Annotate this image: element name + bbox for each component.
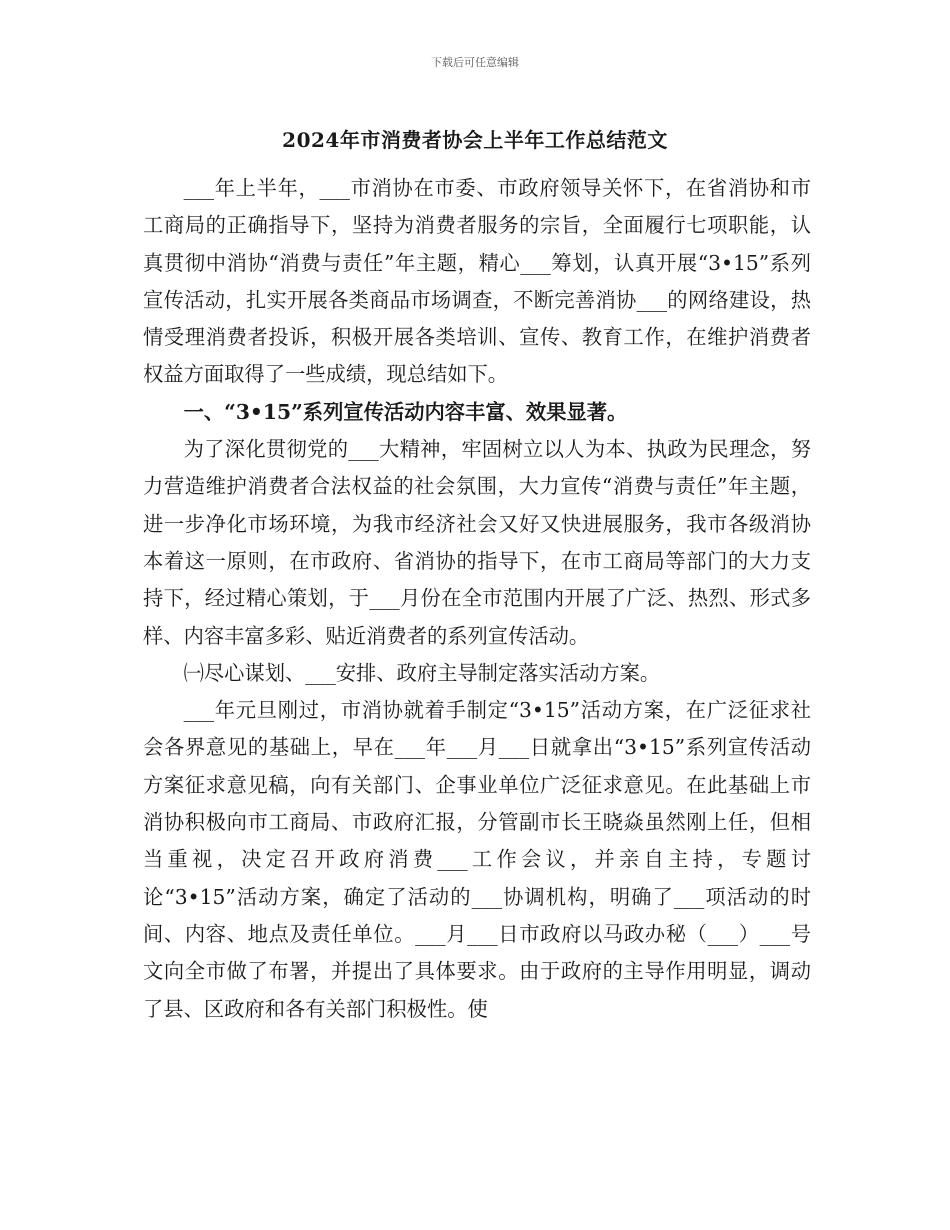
paragraph-intro: ___年上半年，___市消协在市委、市政府领导关怀下，在省消协和市工商局的正确指导下，坚持为消费者服务的宗旨，全面履行七项职能，认真贯彻中消协“消费与责任”年主题，精心___筹划，认真开展“3•15”系列宣传活动，扎实开展各类商品市场调查，不断完善消协___的网络建设，热情受理消费者投诉，积极开展各类培训、宣传、教育工作，在维护消费者权益方面取得了一些成绩，现总结如下。 [143,176,811,387]
document-title: 2024年市消费者协会上半年工作总结范文 [282,128,668,152]
subheading-1: ㈠尽心谋划、___安排、政府主导制定落实活动方案。 [183,660,661,685]
paragraph-section-1: 为了深化贯彻党的___大精神，牢固树立以人为本、执政为民理念，努力营造维护消费者合法权益的社会氛围，大力宣传“消费与责任”年主题，进一步净化市场环境，为我市经济社会又好又快进展服务，我市各级消协本着这一原则，在市政府、省消协的指导下，在市工商局等部门的大力支持下，经过精心策划，于___月份在全市范围内开展了广泛、热烈、形式多样、内容丰富多彩、贴近消费者的系列宣传活动。 [143,437,811,648]
document-body [143,170,811,1028]
section-heading-1: 一、“3•15”系列宣传活动内容丰富、效果显著。 [183,399,628,424]
header-note: 下载后可任意编辑 [431,56,519,69]
paragraph-subsection-1: ___年元旦刚过，市消协就着手制定“3•15”活动方案，在广泛征求社会各界意见的基础上，早在___年___月___日就拿出“3•15”系列宣传活动方案征求意见稿，向有关部门、企事业单位广泛征求意见。在此基础上市消协积极向市工商局、市政府汇报，分管副市长王晓焱虽然刚上任，但相当重视，决定召开政府消费___工作会议，并亲自主持，专题讨论“3•15”活动方案，确定了活动的___协调机构，明确了___项活动的时间、内容、地点及责任单位。___月___日市政府以马政办秘（___）___号文向全市做了布署，并提出了具体要求。由于政府的主导作用明显，调动了县、区政府和各有关部门积极性。使 [143,698,811,1021]
